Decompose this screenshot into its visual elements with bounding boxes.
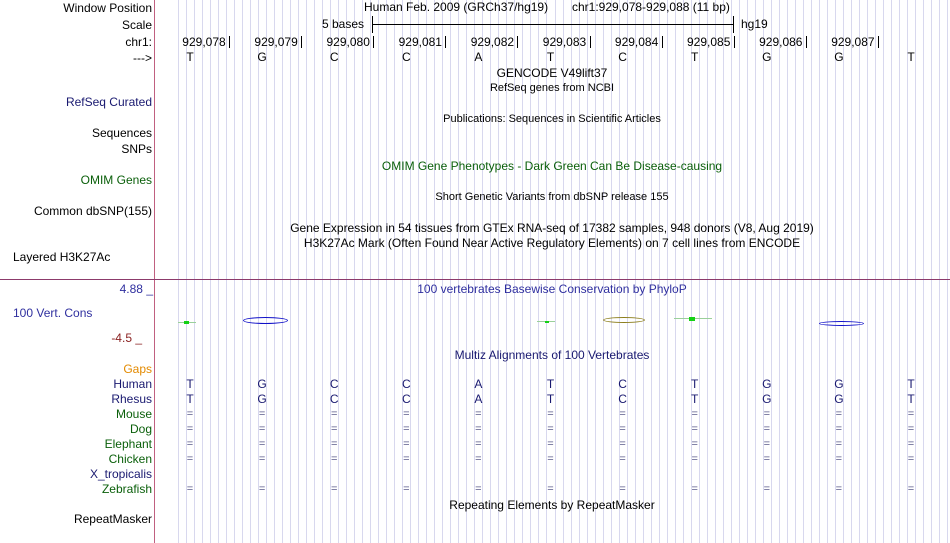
grid-line <box>707 0 708 543</box>
grid-line <box>218 0 219 543</box>
grid-line <box>915 0 916 543</box>
grid-line <box>314 0 315 543</box>
alignment-cell: T <box>691 392 699 406</box>
alignment-cell: = <box>907 483 915 495</box>
grid-line <box>266 0 267 543</box>
base-letter: T <box>186 50 194 64</box>
alignment-cell: = <box>835 423 843 435</box>
ruler-tick <box>517 36 518 48</box>
alignment-cell: = <box>691 438 698 450</box>
species-label-chicken[interactable]: Chicken <box>108 452 152 466</box>
cons-signal <box>184 321 189 324</box>
alignment-cell: = <box>403 438 410 450</box>
grid-line <box>939 0 940 543</box>
alignment-cell: A <box>474 392 483 406</box>
ruler-position-label: 929,078 <box>182 35 226 49</box>
alignment-cell: = <box>547 453 554 465</box>
ruler-tick <box>373 36 374 48</box>
cons-max-label: 4.88 _ <box>119 282 153 296</box>
grid-line <box>442 0 443 543</box>
scale-text: 5 bases <box>322 17 365 31</box>
alignment-cell: = <box>547 423 554 435</box>
ruler-position-label: 929,079 <box>254 35 298 49</box>
grid-line <box>306 0 307 543</box>
grid-line <box>282 0 283 543</box>
gtex-track-title[interactable]: Gene Expression in 54 tissues from GTEx RNA-seq of 17382 samples, 948 donors (V8, Aug 2019) <box>290 221 814 235</box>
alignment-cell: = <box>475 483 482 495</box>
grid-line <box>779 0 780 543</box>
grid-line <box>739 0 740 543</box>
ruler-tick <box>662 36 663 48</box>
grid-line <box>226 0 227 543</box>
grid-line <box>234 0 235 543</box>
alignment-cell: = <box>475 423 482 435</box>
base-letter: G <box>257 50 267 64</box>
grid-line <box>675 0 676 543</box>
alignment-cell: = <box>475 408 482 420</box>
grid-line <box>667 0 668 543</box>
grid-line <box>482 0 483 543</box>
grid-line <box>723 0 724 543</box>
alignment-cell: = <box>330 408 338 420</box>
grid-line <box>859 0 860 543</box>
species-label-x_tropicalis[interactable]: X_tropicalis <box>89 467 152 481</box>
alignment-cell: T <box>907 377 915 391</box>
alignment-cell: = <box>330 453 338 465</box>
grid-line <box>627 0 628 543</box>
species-label-zebrafish[interactable]: Zebrafish <box>101 482 152 496</box>
grid-line <box>178 0 179 543</box>
grid-line <box>747 0 748 543</box>
ruler-tick <box>301 36 302 48</box>
alignment-cell: T <box>546 377 555 391</box>
alignment-cell: = <box>763 423 771 435</box>
grid-line <box>811 0 812 543</box>
alignment-cell: = <box>258 483 266 495</box>
track-label-repeatmasker[interactable]: RepeatMasker <box>73 512 152 526</box>
alignment-cell: = <box>403 423 410 435</box>
grid-line <box>827 0 828 543</box>
strand-label: ---> <box>133 51 152 65</box>
alignment-cell: = <box>907 408 915 420</box>
alignment-cell: G <box>762 392 772 406</box>
base-letter: T <box>691 50 699 64</box>
dbsnp-track-title[interactable]: Short Genetic Variants from dbSNP release 155 <box>435 191 669 203</box>
grid-line <box>322 0 323 543</box>
base-letter: C <box>401 50 411 64</box>
grid-line <box>651 0 652 543</box>
grid-line <box>386 0 387 543</box>
alignment-cell: = <box>258 453 266 465</box>
alignment-cell: = <box>907 438 915 450</box>
alignment-cell: = <box>691 483 698 495</box>
alignment-cell: G <box>834 377 844 391</box>
grid-line <box>274 0 275 543</box>
grid-line <box>635 0 636 543</box>
alignment-cell: = <box>186 408 194 420</box>
grid-line <box>194 0 195 543</box>
alignment-cell: T <box>186 377 194 391</box>
track-label-snps[interactable]: SNPs <box>121 142 152 156</box>
ruler-position-label: 929,087 <box>831 35 875 49</box>
chrom-label: chr1: <box>125 35 152 49</box>
grid-line <box>843 0 844 543</box>
grid-line <box>787 0 788 543</box>
ruler-tick <box>445 36 446 48</box>
alignment-cell: T <box>691 377 699 391</box>
grid-line <box>891 0 892 543</box>
track-label-dbsnp[interactable]: Common dbSNP(155) <box>33 204 152 218</box>
grid-line <box>931 0 932 543</box>
alignment-cell: = <box>186 453 194 465</box>
alignment-cell: = <box>835 483 843 495</box>
alignment-cell: = <box>330 483 338 495</box>
track-label-omim[interactable]: OMIM Genes <box>80 173 152 187</box>
alignment-cell: = <box>547 483 554 495</box>
alignment-cell: = <box>403 453 410 465</box>
cons-signal <box>603 317 645 323</box>
cons-signal <box>243 317 288 324</box>
grid-line <box>450 0 451 543</box>
grid-line <box>923 0 924 543</box>
alignment-cell: T <box>907 392 915 406</box>
alignment-cell: = <box>475 453 482 465</box>
scale-db: hg19 <box>741 17 768 31</box>
alignment-cell: C <box>401 377 411 391</box>
omim-track-title[interactable]: OMIM Gene Phenotypes - Dark Green Can Be Disease-causing <box>381 159 723 173</box>
grid-line <box>803 0 804 543</box>
alignment-cell: = <box>691 453 698 465</box>
alignment-cell: = <box>619 453 626 465</box>
alignment-cell: = <box>547 438 554 450</box>
multiz-track-title[interactable]: Multiz Alignments of 100 Vertebrates <box>454 348 650 362</box>
track-label-h3k27ac[interactable]: Layered H3K27Ac <box>13 250 111 264</box>
grid-line <box>426 0 427 543</box>
grid-line <box>875 0 876 543</box>
grid-line <box>819 0 820 543</box>
h3k27ac-track-title[interactable]: H3K27Ac Mark (Often Found Near Active Regulatory Elements) on 7 cell lines from ENCODE <box>303 236 801 250</box>
alignment-cell: = <box>475 438 482 450</box>
alignment-cell: = <box>691 423 698 435</box>
alignment-cell: C <box>401 392 411 406</box>
scale-bar-right-tick <box>733 16 734 33</box>
track-label-refseq[interactable]: RefSeq Curated <box>65 95 152 109</box>
track-label-sequences[interactable]: Sequences <box>91 126 152 140</box>
refseq-track-title[interactable]: RefSeq genes from NCBI <box>489 82 615 94</box>
species-label-mouse[interactable]: Mouse <box>115 407 152 421</box>
cons-signal <box>689 317 695 321</box>
ruler-position-label: 929,083 <box>542 35 587 49</box>
track-label-cons[interactable]: 100 Vert. Cons <box>13 306 93 320</box>
gencode-track-title[interactable]: GENCODE V49lift37 <box>496 66 608 80</box>
grid-line <box>370 0 371 543</box>
alignment-cell: = <box>619 423 626 435</box>
grid-line <box>731 0 732 543</box>
grid-line <box>851 0 852 543</box>
alignment-cell: T <box>186 392 194 406</box>
alignment-cell: G <box>257 377 267 391</box>
base-letter: G <box>834 50 844 64</box>
sequences-track-title[interactable]: Publications: Sequences in Scientific Articles <box>443 113 661 125</box>
alignment-cell: = <box>258 408 266 420</box>
alignment-cell: = <box>835 438 843 450</box>
grid-line <box>795 0 796 543</box>
scale-bar-line <box>372 24 733 25</box>
assembly-title: Human Feb. 2009 (GRCh37/hg19) <box>364 0 549 14</box>
grid-line <box>346 0 347 543</box>
base-letter: T <box>907 50 915 64</box>
alignment-cell: = <box>330 438 338 450</box>
grid-line <box>643 0 644 543</box>
ruler-tick <box>734 36 735 48</box>
alignment-cell: = <box>763 408 771 420</box>
grid-line <box>867 0 868 543</box>
grid-line <box>354 0 355 543</box>
grid-line <box>298 0 299 543</box>
alignment-cell: C <box>618 377 627 391</box>
alignment-cell: = <box>619 483 626 495</box>
alignment-cell: A <box>474 377 483 391</box>
alignment-cell: = <box>619 438 626 450</box>
ruler-tick <box>806 36 807 48</box>
scale-label: Scale <box>121 18 152 32</box>
grid-line <box>947 0 948 543</box>
ruler-position-label: 929,085 <box>686 35 731 49</box>
alignment-cell: = <box>186 483 194 495</box>
grid-line <box>755 0 756 543</box>
grid-line <box>338 0 339 543</box>
grid-line <box>715 0 716 543</box>
alignment-cell: T <box>546 392 555 406</box>
alignment-cell: = <box>258 423 266 435</box>
alignment-cell: = <box>907 453 915 465</box>
alignment-cell: = <box>835 408 843 420</box>
base-letter: T <box>546 50 555 64</box>
species-label-dog[interactable]: Dog <box>129 422 152 436</box>
ruler-position-label: 929,081 <box>398 35 442 49</box>
alignment-cell: = <box>403 408 410 420</box>
alignment-cell: = <box>763 438 771 450</box>
alignment-cell: = <box>619 408 626 420</box>
alignment-cell: = <box>403 483 410 495</box>
grid-line <box>659 0 660 543</box>
grid-line <box>362 0 363 543</box>
ruler-tick <box>229 36 230 48</box>
alignment-cell: G <box>834 392 844 406</box>
species-label-human[interactable]: Human <box>113 377 152 391</box>
window-position-label: Window Position <box>63 1 152 15</box>
grid-line <box>466 0 467 543</box>
base-letter: C <box>329 50 339 64</box>
alignment-cell: = <box>691 408 698 420</box>
grid-line <box>210 0 211 543</box>
grid-line <box>242 0 243 543</box>
track-separator <box>0 279 950 280</box>
alignment-cell: = <box>835 453 843 465</box>
alignment-cell: = <box>186 423 194 435</box>
grid-line <box>410 0 411 543</box>
grid-line <box>683 0 684 543</box>
ruler-position-label: 929,084 <box>614 35 659 49</box>
alignment-cell: = <box>186 438 194 450</box>
grid-line <box>394 0 395 543</box>
grid-line <box>378 0 379 543</box>
grid-line <box>434 0 435 543</box>
grid-line <box>699 0 700 543</box>
alignment-cell: G <box>762 377 772 391</box>
grid-line <box>899 0 900 543</box>
alignment-cell: C <box>329 377 339 391</box>
ruler-position-label: 929,082 <box>470 35 515 49</box>
repeatmasker-track-title[interactable]: Repeating Elements by RepeatMasker <box>449 498 655 512</box>
species-label-rhesus[interactable]: Rhesus <box>111 392 152 406</box>
track-label-gaps[interactable]: Gaps <box>123 362 152 376</box>
ruler-position-label: 929,086 <box>759 35 803 49</box>
grid-line <box>290 0 291 543</box>
cons-signal <box>819 321 864 326</box>
alignment-cell: G <box>257 392 267 406</box>
alignment-cell: = <box>763 453 771 465</box>
cons-signal <box>545 321 549 323</box>
cons-min-label: -4.5 _ <box>111 331 142 345</box>
base-letter: C <box>618 50 627 64</box>
alignment-cell: = <box>907 423 915 435</box>
grid-line <box>418 0 419 543</box>
ruler-tick <box>590 36 591 48</box>
label-column-border <box>154 0 155 543</box>
grid-line <box>771 0 772 543</box>
base-letter: G <box>762 50 772 64</box>
grid-line <box>458 0 459 543</box>
grid-line <box>250 0 251 543</box>
grid-line <box>202 0 203 543</box>
alignment-cell: = <box>763 483 771 495</box>
base-letter: A <box>474 50 483 64</box>
alignment-cell: C <box>329 392 339 406</box>
ruler-tick <box>878 36 879 48</box>
position-text: chr1:929,078-929,088 (11 bp) <box>572 0 730 14</box>
species-label-elephant[interactable]: Elephant <box>104 437 152 451</box>
cons-track-title[interactable]: 100 vertebrates Basewise Conservation by PhyloP <box>417 282 687 296</box>
alignment-cell: = <box>330 423 338 435</box>
grid-line <box>883 0 884 543</box>
alignment-cell: = <box>258 438 266 450</box>
alignment-cell: = <box>547 408 554 420</box>
ruler-position-label: 929,080 <box>326 35 370 49</box>
alignment-cell: C <box>618 392 627 406</box>
